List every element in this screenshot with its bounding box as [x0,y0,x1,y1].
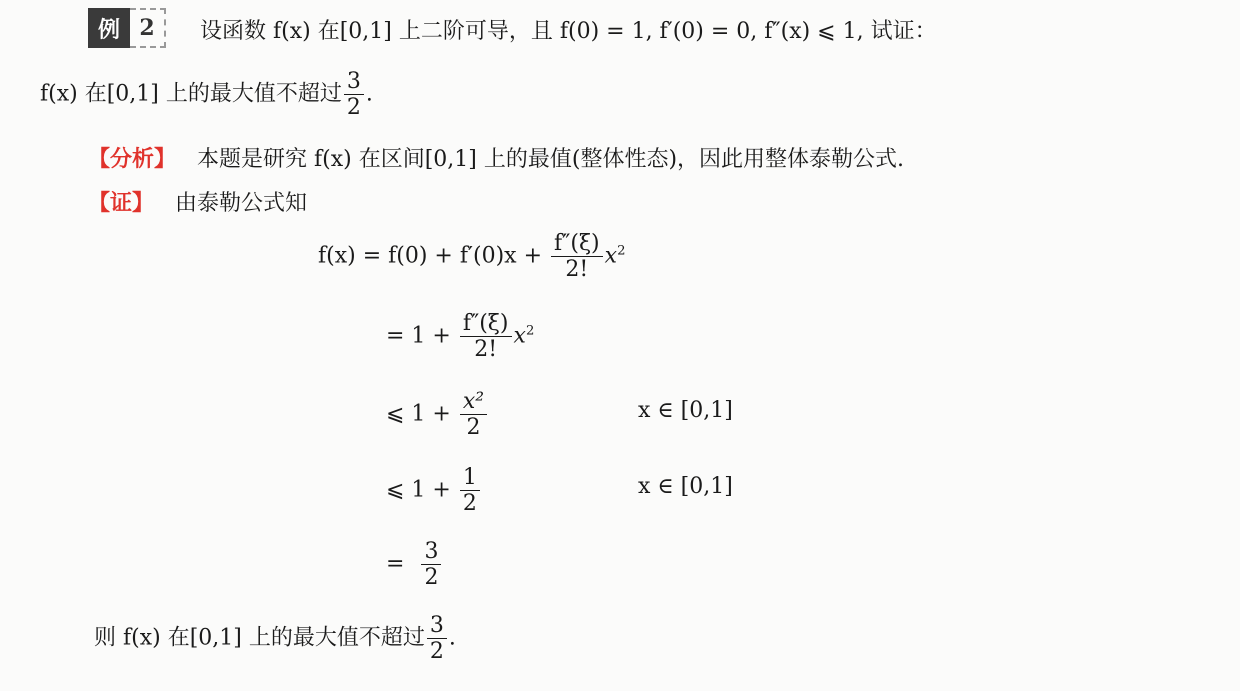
problem-line-1: 设函数 f(x) 在[0,1] 上二阶可导，且 f(0) = 1, f′(0) = 0, f″(x) ⩽ 1, 试证： [200,19,937,44]
conclusion-text: 则 f(x) 在[0,1] 上的最大值不超过 [94,625,425,651]
equation-1-lhs: f(x) = f(0) + f′(0)x + [318,243,542,269]
conclusion-line [94,614,456,663]
equation-3-lhs: ⩽ 1 + [386,401,451,427]
problem-line-2-text: f(x) 在[0,1] 上的最大值不超过 [40,81,342,107]
equation-2-tail: x [513,323,526,349]
equation-2-fraction [460,312,512,361]
equation-2-numerator: f″(ξ) [460,312,512,337]
equation-5-numerator: 3 [421,540,441,565]
problem-fraction [344,70,364,119]
equation-4 [386,466,482,515]
proof-paragraph [88,186,307,217]
proof-text: 由泰勒公式知 [175,191,308,216]
problem-line-2-end: . [365,81,373,107]
equation-4-numerator: 1 [460,466,480,491]
conclusion-denominator: 2 [429,639,444,665]
example-tag [88,8,166,48]
equation-1 [318,232,625,281]
equation-1-fraction [551,232,603,281]
equation-4-denominator: 2 [462,491,477,517]
proof-label: 【证】 [88,190,155,216]
fraction-numerator: 3 [344,70,364,95]
equation-5 [386,540,443,589]
equation-3 [386,390,489,439]
equation-5-lhs: = [386,551,405,577]
equation-3-condition: x ∈ [0,1] [638,398,733,423]
analysis-paragraph [88,142,904,173]
equation-4-lhs: ⩽ 1 + [386,477,451,503]
equation-3-numerator: x² [460,390,487,415]
equation-3-fraction [460,390,487,439]
conclusion-numerator: 3 [427,614,447,639]
analysis-text: 本题是研究 f(x) 在区间[0,1] 上的最值(整体性态)，因此用整体泰勒公式. [197,147,905,172]
conclusion-end: . [448,625,456,651]
equation-2-exponent: 2 [525,323,535,339]
equation-2 [386,312,534,361]
equation-4-condition: x ∈ [0,1] [638,474,733,499]
equation-5-fraction [421,540,441,589]
equation-4-fraction [460,466,480,515]
equation-3-denominator: 2 [466,415,481,441]
equation-1-tail: x [604,243,618,269]
equation-1-numerator: f″(ξ) [551,232,603,257]
equation-1-denominator: 2! [565,257,589,283]
equation-5-denominator: 2 [424,565,439,591]
problem-line-2 [40,70,373,119]
equation-2-denominator: 2! [474,337,498,363]
fraction-denominator: 2 [346,95,361,121]
example-label: 例 [88,8,130,48]
equation-1-exponent: 2 [617,243,626,259]
example-number: 2 [130,8,166,48]
analysis-label: 【分析】 [88,146,177,172]
conclusion-fraction [427,614,447,663]
equation-2-lhs: = 1 + [386,323,451,349]
